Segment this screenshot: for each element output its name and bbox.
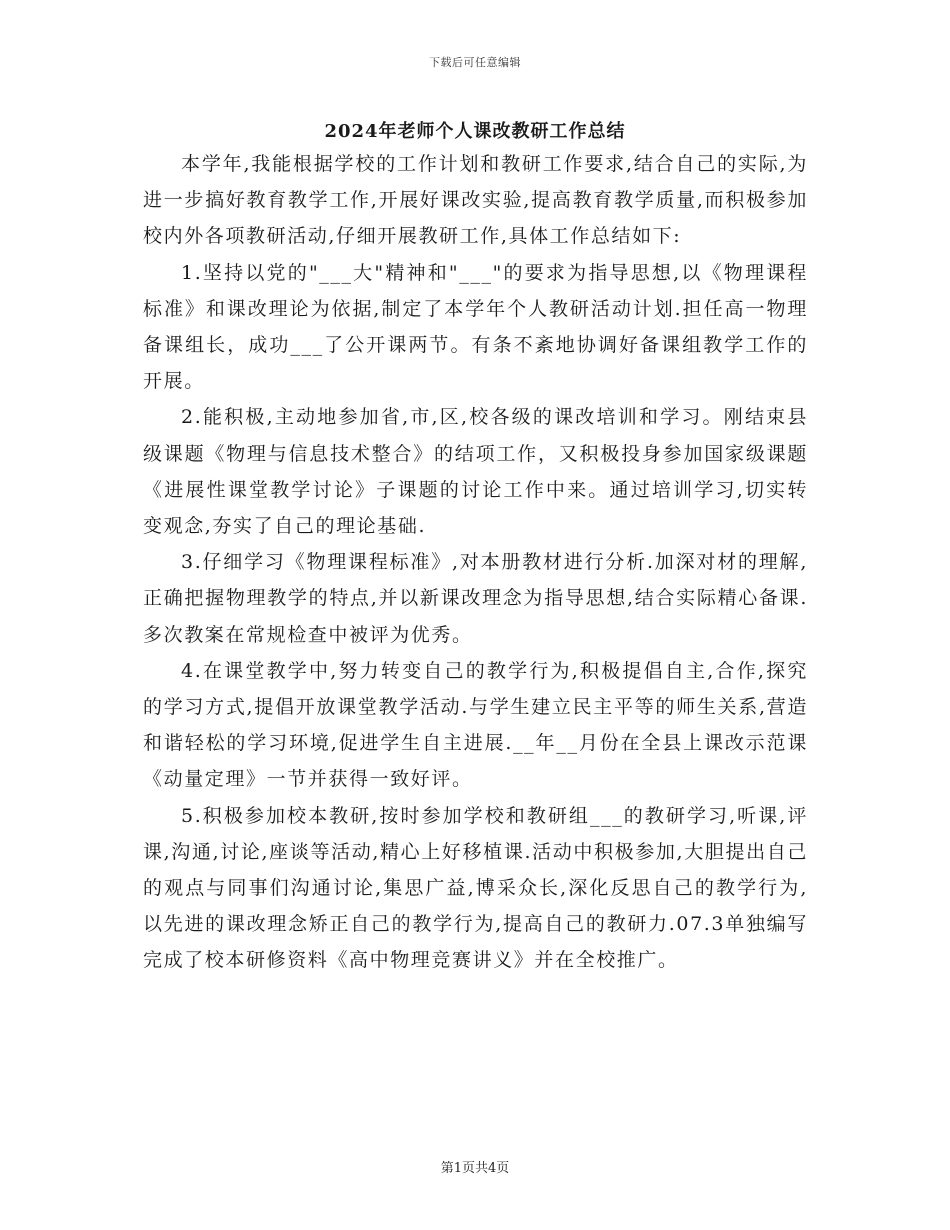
paragraph-item-1: 1.坚持以党的"___大"精神和"___"的要求为指导思想,以《物理课程标准》和课改理论为依据,制定了本学年个人教研活动计划.担任高一物理备课组长，成功___了公开课两节。有条不紊地协调好备课组教学工作的开展。 bbox=[143, 261, 808, 393]
paragraph-item-3: 3.仔细学习《物理课程标准》,对本册教材进行分析.加深对材的理解,正确把握物理教学的特点,并以新课改理念为指导思想,结合实际精心备课.多次教案在常规检查中被评为优秀。 bbox=[143, 551, 808, 646]
document-body bbox=[143, 146, 808, 979]
page-number: 第1页共4页 bbox=[440, 1161, 510, 1176]
header-note: 下载后可任意编辑 bbox=[429, 56, 521, 69]
paragraph-intro: 本学年,我能根据学校的工作计划和教研工作要求,结合自己的实际,为进一步搞好教育教学工作,开展好课改实验,提高教育教学质量,而积极参加校内外各项教研活动,仔细开展教研工作,具体工作总结如下: bbox=[143, 153, 808, 248]
paragraph-item-5: 5.积极参加校本教研,按时参加学校和教研组___的教研学习,听课,评课,沟通,讨论,座谈等活动,精心上好移植课.活动中积极参加,大胆提出自己的观点与同事们沟通讨论,集思广益,博采众长,深化反思自己的教学行为,以先进的课改理念矫正自己的教学行为,提高自己的教研力.07.3单独编写完成了校本研修资料《高中物理竞赛讲义》并在全校推广。 bbox=[143, 804, 808, 972]
paragraph-item-4: 4.在课堂教学中,努力转变自己的教学行为,积极提倡自主,合作,探究的学习方式,提倡开放课堂教学活动.与学生建立民主平等的师生关系,营造和谐轻松的学习环境,促进学生自主进展.__年__月份在全县上课改示范课《动量定理》一节并获得一致好评。 bbox=[143, 659, 808, 791]
document-title: 2024年老师个人课改教研工作总结 bbox=[324, 121, 626, 142]
paragraph-item-2: 2.能积极,主动地参加省,市,区,校各级的课改培训和学习。刚结束县级课题《物理与信息技术整合》的结项工作，又积极投身参加国家级课题《进展性课堂教学讨论》子课题的讨论工作中来。通过培训学习,切实转变观念,夯实了自己的理论基础. bbox=[143, 406, 808, 538]
